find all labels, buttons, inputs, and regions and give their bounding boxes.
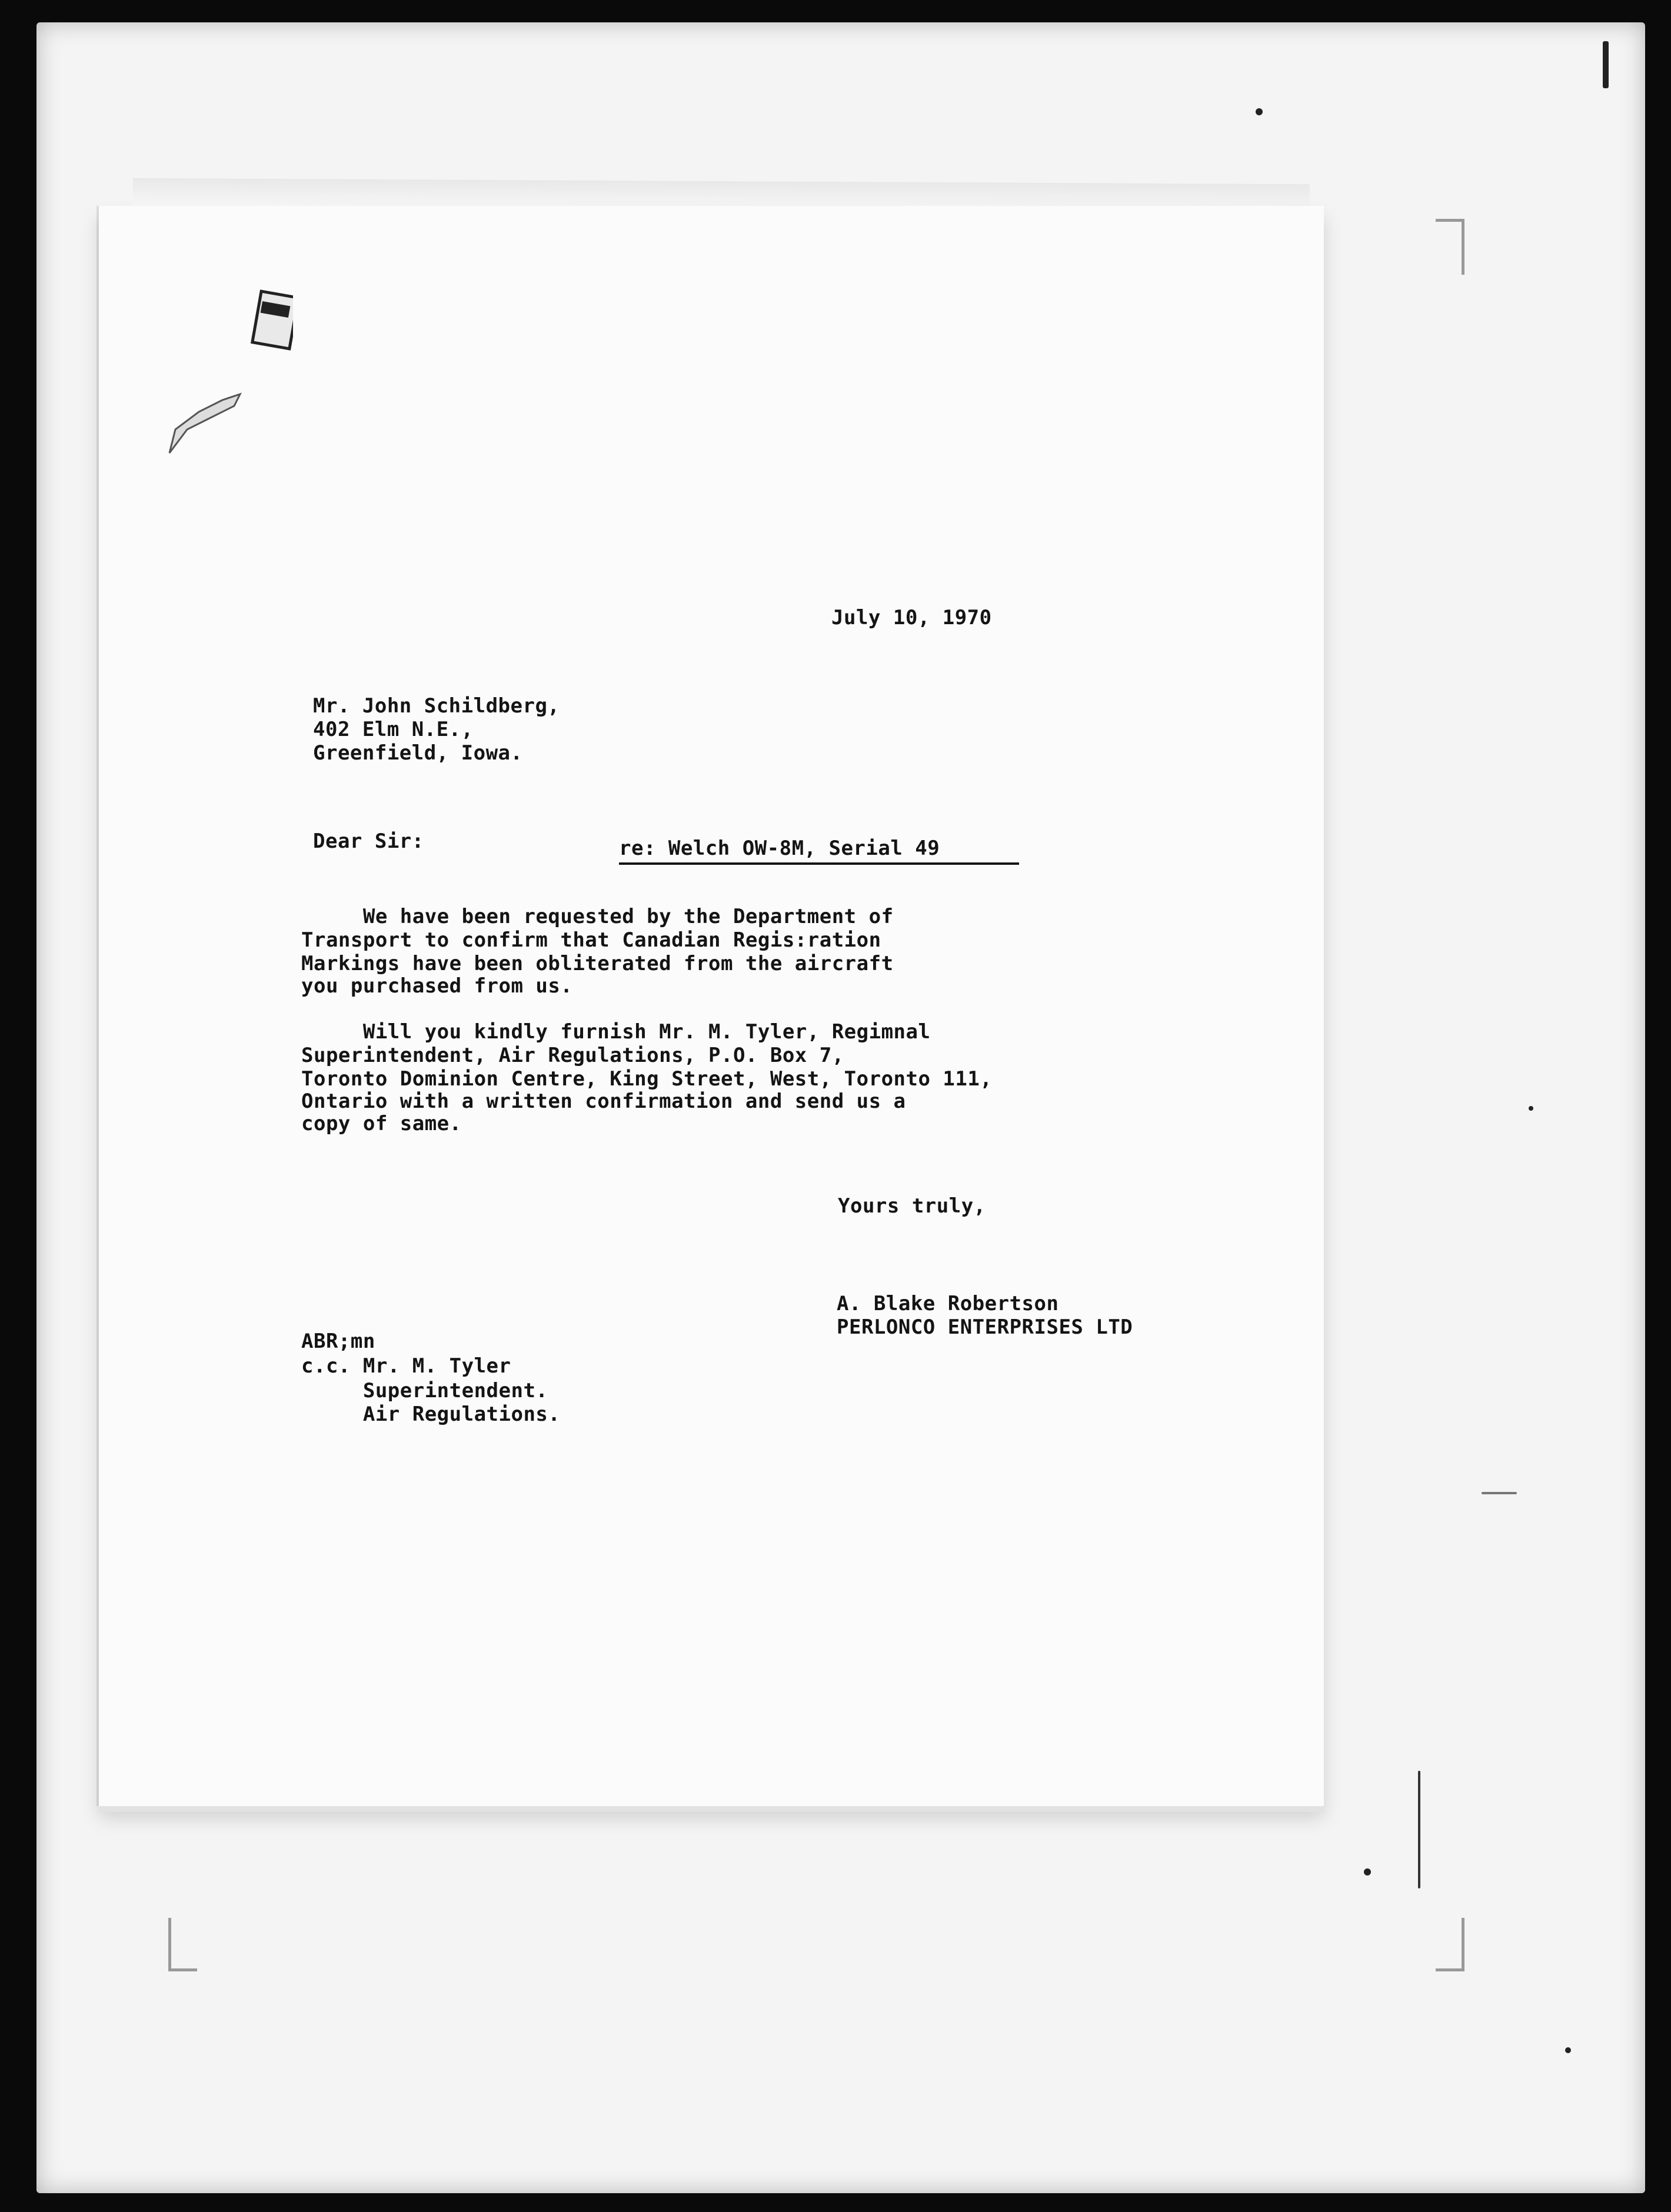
dust-speck [1603,41,1609,88]
dust-speck [1565,2047,1571,2053]
dust-speck [1364,1868,1371,1875]
body-p2-line2: Superintendent, Air Regulations, P.O. Box 7, [301,1044,844,1067]
cc-line1: c.c. Mr. M. Tyler [301,1354,511,1378]
body-p1-line4: you purchased from us. [301,974,573,998]
letter-page [99,206,1324,1806]
paper-clip-remnant-icon [152,100,293,459]
body-p1-line2: Transport to confirm that Canadian Regis:ration [301,928,881,952]
body-p1-line3: Markings have been obliterated from the aircraft [301,952,894,975]
body-p2-line3: Toronto Dominion Centre, King Street, West, Toronto 111, [301,1067,993,1091]
dust-speck [1256,108,1263,115]
dust-speck [1482,1492,1517,1494]
body-p2-line5: copy of same. [301,1112,462,1135]
crop-mark-bottom-left [168,1918,197,1971]
cc-line2: Superintendent. [301,1379,548,1403]
crop-mark-bottom-right [1436,1918,1464,1971]
closing: Yours truly, [838,1194,986,1218]
body-p2-line4: Ontario with a written confirmation and send us a [301,1090,906,1113]
crop-mark-top-right [1436,219,1464,275]
body-p1-line1: We have been requested by the Department of [301,905,894,928]
recipient-city: Greenfield, Iowa. [313,741,523,765]
dust-speck [1529,1106,1533,1111]
recipient-street: 402 Elm N.E., [313,718,474,741]
recipient-name: Mr. John Schildberg, [313,694,560,718]
signer-company: PERLONCO ENTERPRISES LTD [837,1315,1133,1339]
signer-name: A. Blake Robertson [837,1292,1059,1315]
letter-date: July 10, 1970 [831,606,992,629]
subject-underline [619,862,1019,865]
body-p2-line1: Will you kindly furnish Mr. M. Tyler, Regimnal [301,1020,931,1044]
cc-line3: Air Regulations. [301,1403,561,1426]
subject-line: re: Welch OW-8M, Serial 49 [619,837,940,860]
typist-initials: ABR;mn [301,1330,375,1353]
salutation: Dear Sir: [313,830,424,853]
scratch-line [1418,1771,1420,1888]
